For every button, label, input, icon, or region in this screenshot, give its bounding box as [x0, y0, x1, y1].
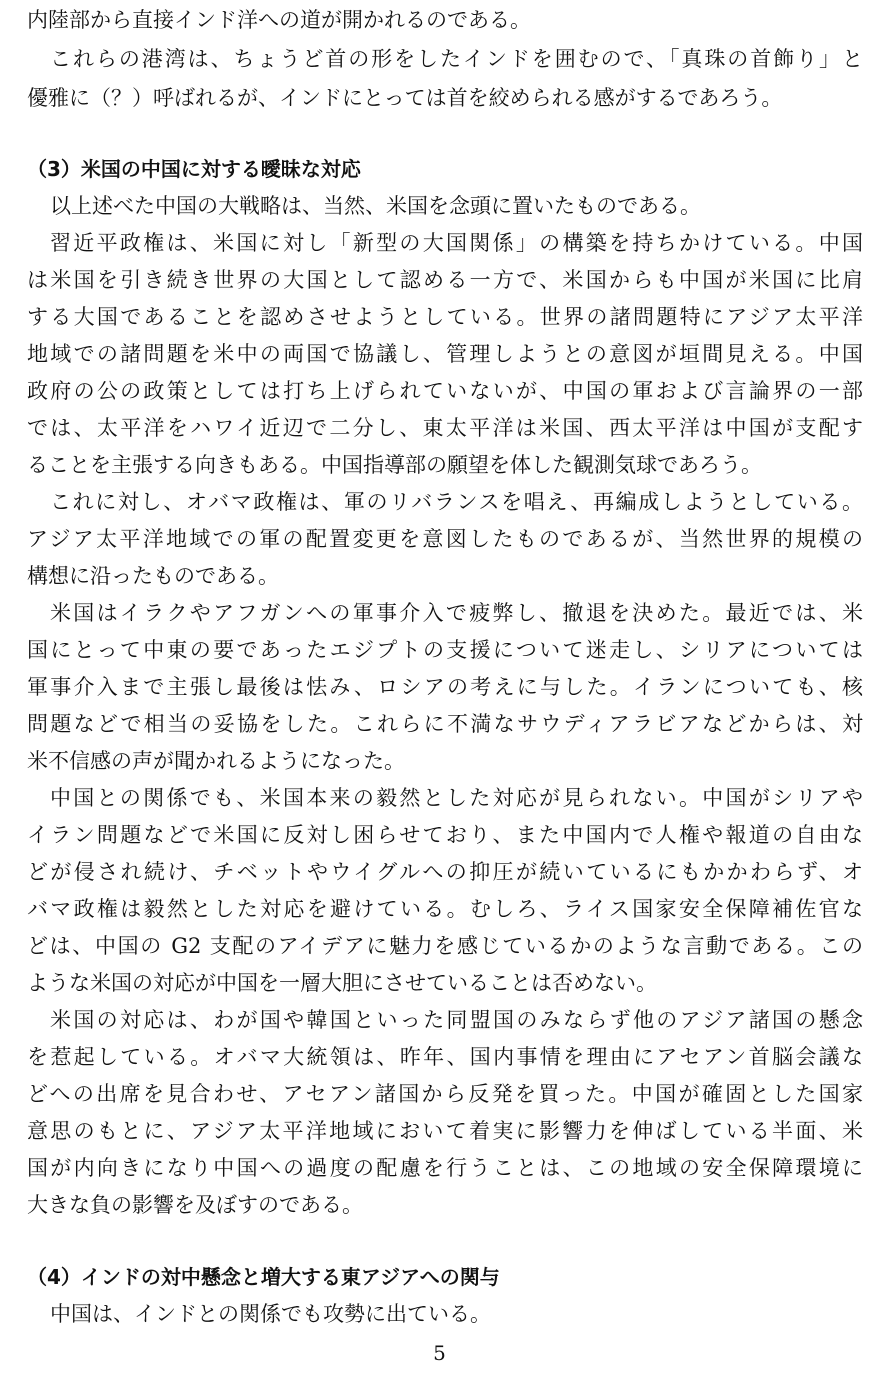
- s3-p5-line-3: どが侵され続け、チベットやウイグルへの抑圧が続いているにもかかわらず、オ: [27, 860, 863, 884]
- s3-p4-line-1: 米国はイラクやアフガンへの軍事介入で疲弊し、撤退を決めた。最近では、米: [50, 601, 863, 625]
- s3-p2-line-1: 習近平政権は、米国に対し「新型の大国関係」の構築を持ちかけている。中国: [50, 231, 863, 255]
- s3-p6-line-6: 大きな負の影響を及ぼすのである。: [27, 1193, 363, 1217]
- s3-p2-line-3: する大国であることを認めさせようとしている。世界の諸問題特にアジア太平洋: [27, 305, 863, 329]
- s3-p2-line-4: 地域での諸問題を米中の両国で協議し、管理しようとの意図が垣間見える。中国: [27, 342, 863, 366]
- s3-p2-line-2: は米国を引き続き世界の大国として認める一方で、米国からも中国が米国に比肩: [27, 268, 863, 292]
- s3-p6-line-5: 国が内向きになり中国への過度の配慮を行うことは、この地域の安全保障環境に: [27, 1156, 863, 1180]
- s3-p6-line-2: を惹起している。オバマ大統領は、昨年、国内事情を理由にアセアン首脳会議な: [27, 1045, 863, 1069]
- s3-p2-line-7: ることを主張する向きもある。中国指導部の願望を体した観測気球であろう。: [27, 453, 762, 477]
- s3-p6-line-1: 米国の対応は、わが国や韓国といった同盟国のみならず他のアジア諸国の懸念: [50, 1008, 863, 1032]
- s3-p2-line-5: 政府の公の政策としては打ち上げられていないが、中国の軍および言論界の一部: [27, 379, 863, 403]
- intro-line-1: 内陸部から直接インド洋への道が開かれるのである。: [27, 8, 531, 32]
- s3-p2-line-6: では、太平洋をハワイ近辺で二分し、東太平洋は米国、西太平洋は中国が支配す: [27, 416, 863, 440]
- s3-p1-line-1: 以上述べた中国の大戦略は、当然、米国を念頭に置いたものである。: [50, 194, 701, 218]
- section-4-heading: （4）インドの対中懸念と増大する東アジアへの関与: [27, 1265, 500, 1289]
- s3-p4-line-4: 問題などで相当の妥協をした。これらに不満なサウディアラビアなどからは、対: [27, 712, 863, 736]
- intro-line-3: 優雅に（？）呼ばれるが、インドにとっては首を絞められる感がするであろう。: [27, 86, 783, 110]
- s3-p4-line-2: 国にとって中東の要であったエジプトの支援について迷走し、シリアについては: [27, 638, 863, 662]
- s3-p4-line-3: 軍事介入まで主張し最後は怯み、ロシアの考えに与した。イランについても、核: [27, 675, 863, 699]
- s3-p5-line-6: ような米国の対応が中国を一層大胆にさせていることは否めない。: [27, 971, 657, 995]
- page-number: 5: [433, 1341, 446, 1365]
- section-3-heading: （3）米国の中国に対する曖昧な対応: [27, 157, 361, 181]
- s3-p3-line-1: これに対し、オバマ政権は、軍のリバランスを唱え、再編成しようとしている。: [50, 490, 863, 514]
- intro-line-2: これらの港湾は、ちょうど首の形をしたインドを囲むので、「真珠の首飾り」と: [50, 47, 863, 71]
- s3-p6-line-4: 意思のもとに、アジア太平洋地域において着実に影響力を伸ばしている半面、米: [27, 1119, 863, 1143]
- s3-p4-line-5: 米不信感の声が聞かれるようになった。: [27, 749, 405, 773]
- s3-p6-line-3: どへの出席を見合わせ、アセアン諸国から反発を買った。中国が確固とした国家: [27, 1082, 863, 1106]
- s3-p5-line-1: 中国との関係でも、米国本来の毅然とした対応が見られない。中国がシリアや: [50, 786, 863, 810]
- s3-p5-line-4: バマ政権は毅然とした対応を避けている。むしろ、ライス国家安全保障補佐官な: [27, 897, 863, 921]
- s3-p3-line-2: アジア太平洋地域での軍の配置変更を意図したものであるが、当然世界的規模の: [27, 527, 863, 551]
- s3-p5-line-2: イラン問題などで米国に反対し困らせており、また中国内で人権や報道の自由な: [27, 823, 863, 847]
- s3-p3-line-3: 構想に沿ったものである。: [27, 564, 279, 588]
- s4-p1-line-1: 中国は、インドとの関係でも攻勢に出ている。: [50, 1302, 491, 1326]
- s3-p5-line-5: どは、中国の G2 支配のアイデアに魅力を感じているかのような言動である。この: [27, 934, 863, 958]
